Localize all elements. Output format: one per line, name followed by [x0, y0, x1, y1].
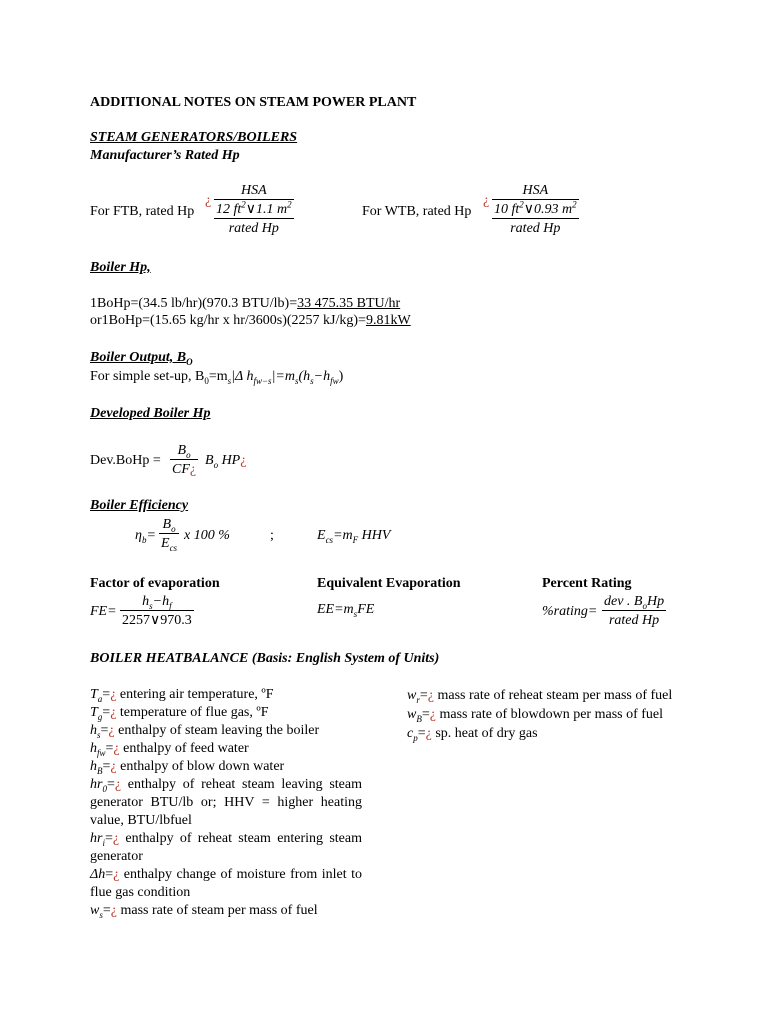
subheading-rated-hp: Manufacturer’s Rated Hp [90, 148, 240, 163]
fe-label: FE= [90, 604, 117, 619]
list-item: $h_s=¿$ enthalpy of steam leaving the boiler [90, 723, 320, 740]
ftb-symbol: ¿ [205, 193, 212, 208]
fe-fraction [120, 593, 194, 629]
rating-numerator: dev . $B_oHp$ [604, 594, 665, 611]
heading-boiler-efficiency: Boiler Efficiency [90, 498, 189, 513]
wtb-fraction [492, 182, 579, 237]
dev-bohp-tail: $B_o$ HP¿ [205, 453, 247, 470]
list-item: $T_g=¿$ temperature of flue gas, ºF [90, 705, 269, 722]
heading-percent-rating: Percent Rating [542, 576, 632, 591]
list-item: $h_{fw}=¿$ enthalpy of feed water [90, 741, 249, 758]
ftb-denominator: 12 $ft^2\vee 1.1$ $m^2$ [216, 199, 292, 217]
ee-formula: $EE=m_sFE$ [317, 602, 375, 619]
page-title: ADDITIONAL NOTES ON STEAM POWER PLANT [90, 95, 417, 110]
list-item: $hr_0=¿$ enthalpy of reheat steam leaving steam generator BTU/lb or; HHV = higher heating value, BTU/lbfuel [90, 777, 362, 828]
dev-bohp-denominator: CF¿ [170, 459, 198, 478]
wtb-denominator: 10 $ft^2\vee 0.93$ $m^2$ [494, 199, 577, 217]
efficiency-separator: ; [270, 528, 274, 543]
fe-denominator: 2257∨970.3 [120, 610, 194, 629]
heading-heat-balance: BOILER HEATBALANCE (Basis: English System of Units) [90, 651, 440, 666]
heading-developed-hp: Developed Boiler Hp [90, 406, 211, 421]
rating-denominator: rated Hp [602, 610, 666, 629]
list-item: $h_B=¿$ enthalpy of blow down water [90, 759, 285, 776]
heading-boiler-hp: Boiler Hp, [90, 260, 151, 275]
list-item: $w_B=¿$ mass rate of blowdown per mass of fuel [407, 707, 664, 724]
list-item: $T_a=¿$ entering air temperature, ºF [90, 687, 274, 704]
wtb-numerator: HSA [522, 183, 549, 198]
ecs-formula: $E_{cs}=m_F$ HHV [317, 528, 391, 545]
dev-bohp-fraction [170, 442, 198, 478]
list-item: $c_p=¿$ sp. heat of dry gas [407, 726, 538, 743]
rating-fraction [602, 593, 666, 629]
efficiency-numerator: $B_o$ [162, 517, 176, 534]
ftb-label: For FTB, rated Hp [90, 204, 195, 219]
efficiency-fraction [159, 516, 179, 552]
boiler-hp-english: 1BoHp=(34.5 lb/hr)(970.3 BTU/lb)=33 475.35 BTU/hr [90, 296, 401, 311]
efficiency-denominator: $E_{cs}$ [159, 533, 179, 552]
ftb-rated-hp: rated Hp [214, 218, 294, 237]
wtb-symbol: ¿ [483, 193, 490, 208]
heading-factor-evaporation: Factor of evaporation [90, 576, 220, 591]
list-item: $hr_i=¿$ enthalpy of reheat steam entering steam generator [90, 831, 362, 864]
heat-balance-right-list [407, 686, 677, 743]
boiler-hp-si: or1BoHp=(15.65 kg/hr x hr/3600s)(2257 kJ/kg)=9.81kW [90, 313, 411, 328]
heat-balance-left-list [90, 686, 362, 920]
wtb-label: For WTB, rated Hp [362, 204, 472, 219]
list-item: $w_s=¿$ mass rate of steam per mass of fuel [90, 903, 318, 920]
boiler-output-formula: For simple set-up, $B_0=m_s|\Delta$ $h_{fw-s}|=m_s(h_s-h_{fw})$ [90, 369, 344, 386]
heading-equivalent-evaporation: Equivalent Evaporation [317, 576, 461, 591]
dev-bohp-numerator: $B_o$ [177, 443, 191, 460]
ftb-numerator: HSA [240, 183, 267, 198]
fe-numerator: $h_s-h_f$ [142, 594, 172, 611]
section-steam-generators: STEAM GENERATORS/BOILERS [90, 130, 298, 145]
wtb-rated-hp: rated Hp [492, 218, 579, 237]
list-item: $w_r=¿$ mass rate of reheat steam per mass of fuel [407, 688, 673, 705]
heading-boiler-output: Boiler Output, $B_O$ [90, 350, 193, 367]
efficiency-eta: $\eta_b=$ [135, 528, 156, 545]
rating-label: %rating= [542, 604, 598, 619]
list-item: Δh=¿ enthalpy change of moisture from inlet to flue gas condition [90, 867, 362, 900]
dev-bohp-label: Dev.BoHp = [90, 453, 161, 468]
efficiency-x100: x 100 % [184, 528, 230, 543]
ftb-fraction [214, 182, 294, 237]
